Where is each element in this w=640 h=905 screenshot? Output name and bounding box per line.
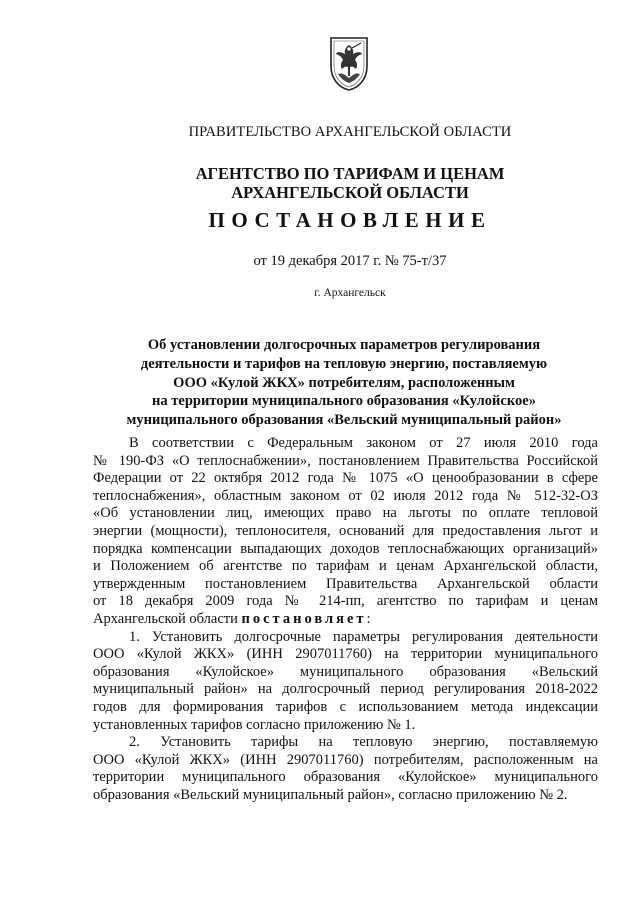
item-1-line: годов для формирования тарифов с использованием метода индексации: [93, 698, 598, 715]
body-line: и Положением об агентстве по тарифам и ценам Архангельской области,: [93, 558, 598, 575]
body-line-resolves: [93, 611, 598, 629]
body-line: В соответствии с Федеральным законом от 27 июля 2010 года: [129, 435, 598, 451]
body-line: теплоснабжения», областным законом от 02 июля 2012 года № 512-32-ОЗ: [93, 487, 598, 504]
body-line: от 18 декабря 2009 года № 214-пп, агентство по тарифам и ценам: [93, 593, 598, 610]
item-1-line: 1. Установить долгосрочные параметры регулирования деятельности: [129, 628, 598, 645]
body-line: порядка компенсации выпадающих доходов теплоснабжающих организаций»: [93, 540, 598, 557]
resolves-word: постановляет: [241, 610, 367, 627]
document-body: [93, 435, 598, 804]
subject-line: муниципального образования «Вельский муниципальный район»: [126, 412, 562, 429]
item-1-line: установленных тарифов согласно приложению № 1.: [93, 716, 416, 733]
agency-name-line-2: АРХАНГЕЛЬСКОЙ ОБЛАСТИ: [231, 183, 469, 202]
body-line: Федерации от 22 октября 2012 года № 1075 «О ценообразовании в сфере: [93, 470, 598, 487]
agency-name-line-1: АГЕНТСТВО ПО ТАРИФАМ И ЦЕНАМ: [195, 164, 505, 183]
body-text-fragment: :: [366, 610, 371, 627]
subject-line: ООО «Кулой ЖКХ» потребителям, расположенным: [173, 374, 515, 391]
document-city: г. Архангельск: [314, 287, 386, 299]
item-2-line: образования «Вельский муниципальный район», согласно приложению № 2.: [93, 786, 568, 803]
item-1-line: образования «Кулойское» муниципального образования «Вельский: [93, 663, 598, 680]
body-text-fragment: Архангельской области: [93, 610, 242, 627]
item-1-line: ООО «Кулой ЖКХ» (ИНН 2907011760) на территории муниципального: [93, 646, 598, 663]
item-2-line: территории муниципального образования «Кулойское» муниципального: [93, 769, 598, 786]
document-type-title: ПОСТАНОВЛЕНИЕ: [208, 208, 492, 232]
document-date-number: от 19 декабря 2017 г. № 75-т/37: [253, 253, 447, 269]
body-line: утвержденным постановлением Правительства Архангельской области: [93, 575, 598, 592]
document-subject: [94, 336, 594, 430]
subject-line: деятельности и тарифов на тепловую энергию, поставляемую: [140, 355, 548, 372]
item-1-line: муниципальный район» на долгосрочный период регулирования 2018-2022: [93, 681, 598, 698]
body-line: № 190-ФЗ «О теплоснабжении», постановлением Правительства Российской: [93, 452, 598, 469]
item-2-line: 2. Установить тарифы на тепловую энергию, поставляемую: [129, 734, 598, 751]
item-2-line: ООО «Кулой ЖКХ» (ИНН 2907011760) потребителям, расположенным на: [93, 751, 598, 768]
government-name: ПРАВИТЕЛЬСТВО АРХАНГЕЛЬСКОЙ ОБЛАСТИ: [188, 124, 512, 140]
subject-line: на территории муниципального образования «Кулойское»: [152, 393, 536, 410]
subject-line: Об установлении долгосрочных параметров регулирования: [147, 337, 541, 353]
body-line: энергии (мощности), теплоносителя, оснований для предоставления льгот и: [93, 522, 598, 539]
body-line: «Об установлении лиц, имеющих право на льготы по оплате тепловой: [93, 505, 598, 522]
arkhangelsk-coat-of-arms-icon: [328, 36, 370, 92]
